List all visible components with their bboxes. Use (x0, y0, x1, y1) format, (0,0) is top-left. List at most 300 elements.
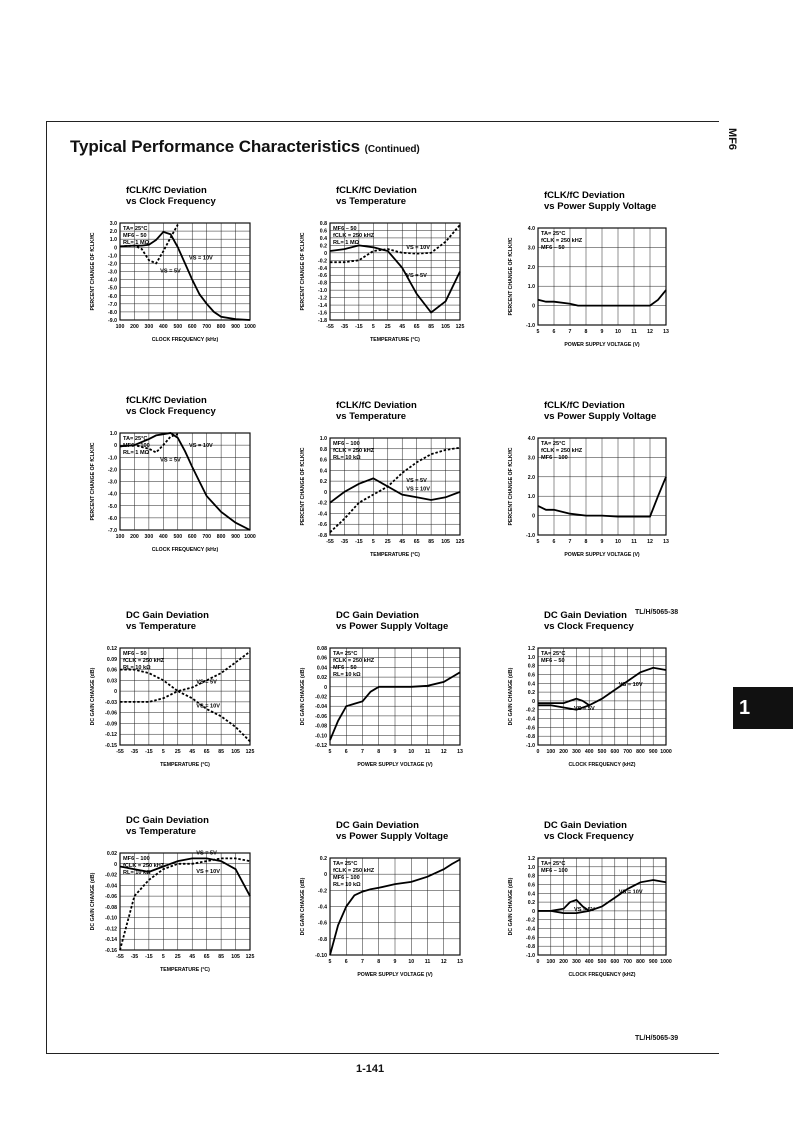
x-tick-label: 105 (441, 324, 450, 330)
x-tick-label: -55 (116, 749, 124, 755)
x-tick-label: -35 (130, 954, 139, 960)
series-label: VS = 5V (406, 478, 427, 485)
x-tick-label: 200 (559, 959, 568, 965)
chart-note: MF6 – 100 (333, 875, 360, 881)
chart-note: RL= 1 MΩ (333, 240, 360, 246)
x-tick-label: 500 (173, 534, 183, 540)
x-tick-label: 13 (663, 539, 669, 545)
chart-title-line: vs Power Supply Voltage (544, 201, 657, 212)
y-tick-label: 0.09 (106, 656, 117, 663)
x-tick-label: 9 (393, 749, 397, 755)
x-tick-label: 0 (536, 749, 540, 755)
y-tick-label: -0.06 (105, 710, 117, 717)
y-tick-label: -0.4 (318, 904, 327, 911)
y-tick-label: -0.8 (526, 944, 535, 951)
y-tick-label: 0.8 (319, 446, 327, 453)
x-tick-label: 900 (231, 324, 240, 330)
chart-note: MF6 – 50 (123, 233, 147, 239)
y-tick-label: 0.6 (319, 457, 327, 464)
y-tick-label: 0.4 (319, 468, 327, 475)
y-tick-label: -0.6 (526, 725, 535, 732)
x-tick-label: 7 (568, 539, 572, 545)
chart-note: RL= 10 kΩ (333, 882, 361, 888)
chart-svg (503, 610, 691, 795)
chart-note: fCLK = 250 kHZ (333, 658, 375, 664)
x-tick-label: 1000 (660, 749, 672, 755)
y-tick-label: -6.0 (108, 293, 117, 300)
y-tick-label: -0.6 (318, 522, 327, 529)
x-tick-label: 25 (384, 539, 391, 545)
y-tick-label: -0.08 (315, 723, 327, 730)
y-tick-label: 1.0 (109, 431, 117, 437)
y-tick-label: -0.12 (315, 743, 327, 749)
x-tick-label: 5 (371, 324, 375, 330)
y-tick-label: 0.8 (527, 663, 535, 670)
y-tick-label: 3.0 (527, 455, 535, 462)
y-tick-label: -1.0 (526, 323, 535, 329)
y-axis-label: DC GAIN CHANGE (dB) (90, 667, 96, 726)
x-tick-label: 200 (559, 749, 568, 755)
x-tick-label: 25 (174, 749, 181, 755)
x-tick-label: 65 (413, 324, 420, 330)
y-tick-label: 0 (324, 872, 327, 879)
chart-title-line: DC Gain Deviation (126, 815, 209, 826)
y-tick-label: 1.2 (527, 856, 535, 862)
y-tick-label: -0.02 (105, 872, 117, 879)
chart-title-line: vs Temperature (126, 621, 197, 632)
y-axis-label: PERCENT CHANGE OF fCLK/fC (300, 447, 306, 526)
chart-title-line: fCLK/fC Deviation (126, 395, 207, 406)
y-tick-label: -1.0 (318, 288, 327, 295)
x-axis-label: CLOCK FREQUENCY (kHZ) (568, 972, 636, 978)
series-label: VS = 5V (574, 907, 595, 914)
chart-svg (503, 190, 691, 375)
y-tick-label: 0.06 (106, 667, 117, 674)
y-tick-label: 2.0 (109, 229, 117, 236)
x-tick-label: 45 (399, 324, 406, 330)
x-axis-label: TEMPERATURE (°C) (370, 552, 420, 558)
chart-note: RL= 1 MΩ (123, 450, 150, 456)
x-tick-label: -55 (326, 539, 334, 545)
chart-svg (503, 400, 691, 585)
chart-note: TA= 25°C (123, 226, 148, 232)
y-tick-label: 0.04 (316, 665, 327, 672)
y-tick-label: -0.6 (526, 935, 535, 942)
chart-note: TA= 25°C (541, 651, 566, 657)
series-label: VS = 10V (406, 244, 431, 251)
chart-title-line: vs Temperature (336, 411, 407, 422)
chart-note: RL= 10 kΩ (123, 665, 151, 671)
y-axis-label: PERCENT CHANGE OF fCLK/fC (508, 447, 514, 526)
x-tick-label: 9 (600, 329, 604, 335)
series-label: VS = 10V (189, 255, 213, 262)
chart-title-line: fCLK/fC Deviation (336, 185, 417, 196)
x-tick-label: 45 (189, 954, 196, 960)
y-tick-label: 2.0 (527, 264, 535, 271)
y-tick-label: 0.4 (527, 891, 535, 898)
chart-note: fCLK = 250 kHZ (541, 448, 583, 454)
y-tick-label: -7.0 (108, 301, 117, 308)
x-tick-label: 6 (344, 959, 348, 965)
x-tick-label: 65 (203, 954, 210, 960)
x-tick-label: 700 (202, 534, 211, 540)
y-tick-label: -0.08 (105, 904, 117, 911)
y-axis-label: DC GAIN CHANGE (dB) (300, 877, 306, 936)
y-tick-label: -1.8 (318, 318, 327, 324)
y-tick-label: 0.8 (527, 873, 535, 880)
y-tick-label: 0 (532, 908, 535, 915)
series-label: VS = 5V (160, 457, 181, 464)
y-tick-label: -1.0 (108, 253, 117, 260)
chart-svg (85, 610, 275, 795)
chart-12 (503, 820, 691, 1005)
y-tick-label: -0.4 (318, 265, 327, 272)
y-tick-label: -4.0 (108, 277, 117, 284)
page-title (70, 137, 420, 157)
y-tick-label: 2.0 (527, 474, 535, 481)
x-tick-label: 6 (552, 329, 556, 335)
page-title-suffix: (Continued) (364, 144, 420, 155)
x-tick-label: 10 (615, 539, 621, 545)
y-tick-label: 4.0 (527, 226, 535, 232)
y-tick-label: -0.2 (318, 888, 327, 895)
x-tick-label: 12 (440, 749, 447, 755)
y-tick-label: 0.03 (106, 678, 117, 685)
y-tick-label: -5.0 (108, 285, 117, 292)
x-tick-label: 300 (144, 324, 154, 330)
x-axis-label: POWER SUPPLY VOLTAGE (V) (357, 972, 433, 978)
x-tick-label: 0 (536, 959, 540, 965)
x-tick-label: 800 (636, 749, 645, 755)
y-tick-label: -0.06 (315, 713, 327, 720)
y-tick-label: -0.16 (105, 948, 117, 954)
x-tick-label: 500 (597, 959, 607, 965)
y-tick-label: 1.0 (319, 436, 327, 442)
x-tick-label: 100 (115, 534, 125, 540)
chart-10 (85, 815, 275, 1000)
y-tick-label: -0.8 (318, 280, 327, 287)
chart-title-line: fCLK/fC Deviation (336, 400, 417, 411)
chart-note: fCLK = 250 kHZ (123, 863, 165, 869)
y-tick-label: -9.0 (108, 318, 117, 324)
y-tick-label: -2.0 (108, 467, 117, 474)
chart-svg (295, 820, 485, 1005)
x-tick-label: 11 (424, 959, 431, 965)
chart-2 (295, 185, 485, 370)
chart-note: RL= 10 kΩ (333, 455, 361, 461)
chart-note: RL= 10 kΩ (123, 870, 151, 876)
y-tick-label: 0.6 (319, 228, 327, 235)
y-tick-label: -2.0 (108, 261, 117, 268)
y-tick-label: -0.4 (526, 926, 535, 933)
chart-note: fCLK = 250 kHZ (333, 233, 375, 239)
chart-note: MF6 – 100 (541, 868, 568, 874)
chart-title-line: vs Power Supply Voltage (336, 621, 449, 632)
y-tick-label: -0.09 (105, 721, 117, 728)
x-tick-label: 7 (361, 959, 364, 965)
page-number: 1-141 (356, 1063, 385, 1075)
y-tick-label: 0 (114, 245, 117, 252)
chart-note: fCLK = 250 kHZ (333, 868, 375, 874)
x-tick-label: -55 (326, 324, 334, 330)
y-tick-label: -0.2 (318, 258, 327, 265)
x-tick-label: 65 (413, 539, 420, 545)
chart-note: MF6 – 100 (333, 441, 360, 447)
chart-1 (85, 185, 275, 370)
x-tick-label: 10 (408, 959, 415, 965)
chart-title-line: vs Power Supply Voltage (336, 831, 449, 842)
chart-title-line: vs Temperature (126, 826, 197, 837)
y-tick-label: -3.0 (108, 479, 117, 486)
y-tick-label: -0.10 (315, 953, 327, 959)
x-tick-label: 800 (216, 324, 226, 330)
x-tick-label: 300 (572, 749, 581, 755)
chart-note: TA= 25°C (541, 231, 566, 237)
x-tick-label: 13 (663, 329, 669, 335)
chart-title-line: fCLK/fC Deviation (544, 400, 625, 411)
y-tick-label: -0.2 (318, 500, 327, 507)
x-tick-label: 11 (424, 749, 431, 755)
y-tick-label: 1.0 (527, 864, 535, 871)
y-tick-label: 1.0 (527, 654, 535, 661)
x-tick-label: 200 (130, 534, 139, 540)
x-tick-label: -35 (340, 539, 349, 545)
chart-5 (295, 400, 485, 585)
x-axis-label: POWER SUPPLY VOLTAGE (V) (564, 342, 640, 348)
y-tick-label: -0.4 (526, 716, 535, 723)
x-tick-label: 25 (174, 954, 181, 960)
x-tick-label: 12 (647, 539, 653, 545)
x-tick-label: 700 (623, 749, 632, 755)
y-tick-label: 0.6 (527, 882, 535, 889)
x-tick-label: 5 (536, 539, 540, 545)
chart-title-line: fCLK/fC Deviation (126, 185, 207, 196)
chart-11 (295, 820, 485, 1005)
x-tick-label: 9 (600, 539, 604, 545)
x-tick-label: 800 (636, 959, 645, 965)
x-axis-label: CLOCK FREQUENCY (kHZ) (568, 762, 636, 768)
chart-title-line: DC Gain Deviation (544, 610, 627, 621)
chart-title-line: fCLK/fC Deviation (544, 190, 625, 201)
chart-note: MF6 – 100 (123, 443, 150, 449)
y-tick-label: 0.06 (316, 655, 327, 662)
y-tick-label: -0.10 (315, 733, 327, 740)
y-axis-label: PERCENT CHANGE OF fCLK/fC (90, 232, 96, 311)
x-tick-label: 1000 (660, 959, 672, 965)
y-tick-label: 0.2 (319, 856, 327, 862)
chart-title-line: DC Gain Deviation (336, 820, 419, 831)
y-axis-label: DC GAIN CHANGE (dB) (508, 667, 514, 726)
y-tick-label: 0.08 (316, 646, 327, 652)
y-tick-label: 1.0 (527, 494, 535, 501)
x-tick-label: 300 (144, 534, 154, 540)
chart-note: TA= 25°C (541, 441, 566, 447)
figure-ref-1: TL/H/5065-38 (635, 609, 679, 616)
chart-note: MF6 – 50 (541, 245, 565, 251)
x-tick-label: 7 (361, 749, 364, 755)
y-tick-label: -7.0 (108, 528, 117, 534)
x-tick-label: 600 (610, 959, 620, 965)
x-axis-label: POWER SUPPLY VOLTAGE (V) (564, 552, 640, 558)
y-tick-label: 3.0 (109, 221, 117, 227)
x-tick-label: 85 (218, 749, 225, 755)
y-axis-label: DC GAIN CHANGE (dB) (300, 667, 306, 726)
chart-svg (85, 815, 275, 1000)
x-tick-label: 1000 (244, 324, 256, 330)
x-axis-label: CLOCK FREQUENCY (kHz) (151, 547, 219, 553)
figure-ref-2: TL/H/5065-39 (635, 1035, 679, 1042)
series-label: VS = 10V (189, 443, 213, 450)
y-tick-label: 0.02 (316, 675, 327, 682)
x-tick-label: 400 (159, 534, 168, 540)
y-tick-label: 0 (114, 861, 117, 868)
chart-3 (503, 190, 691, 375)
y-tick-label: 0.02 (106, 851, 117, 857)
x-tick-label: 125 (245, 749, 255, 755)
y-tick-label: -3.0 (108, 269, 117, 276)
x-tick-label: 800 (216, 534, 226, 540)
y-tick-label: -0.6 (318, 273, 327, 280)
x-tick-label: 7 (568, 329, 572, 335)
x-tick-label: 500 (597, 749, 607, 755)
side-label: MF6 (726, 128, 738, 150)
y-tick-label: -1.0 (526, 953, 535, 959)
y-tick-label: -5.0 (108, 503, 117, 510)
x-tick-label: -35 (130, 749, 139, 755)
x-tick-label: 11 (631, 539, 637, 545)
chart-note: RL= 1 MΩ (123, 240, 150, 246)
chart-svg (85, 185, 275, 370)
y-tick-label: -1.2 (318, 295, 327, 302)
y-tick-label: -0.06 (105, 894, 117, 901)
chart-note: MF6 – 50 (333, 226, 357, 232)
x-tick-label: 5 (328, 959, 332, 965)
x-tick-label: 12 (440, 959, 447, 965)
x-tick-label: 1000 (244, 534, 256, 540)
x-tick-label: 125 (455, 324, 465, 330)
x-tick-label: 125 (455, 539, 465, 545)
y-tick-label: 1.0 (527, 284, 535, 291)
x-tick-label: 10 (408, 749, 415, 755)
x-tick-label: 600 (187, 324, 197, 330)
x-tick-label: 6 (344, 749, 348, 755)
chart-note: fCLK = 250 kHZ (541, 238, 583, 244)
x-tick-label: 85 (428, 324, 435, 330)
y-tick-label: 0 (114, 689, 117, 696)
x-tick-label: 45 (189, 749, 196, 755)
series-line (330, 245, 460, 312)
x-axis-label: TEMPERATURE (°C) (370, 337, 420, 343)
y-tick-label: 0.6 (527, 672, 535, 679)
page-title-text: Typical Performance Characteristics (70, 137, 361, 156)
x-tick-label: -55 (116, 954, 124, 960)
x-tick-label: 5 (161, 954, 165, 960)
x-tick-label: 400 (584, 959, 594, 965)
chart-note: MF6 – 100 (541, 455, 568, 461)
y-tick-label: -8.0 (108, 309, 117, 316)
y-tick-label: -0.15 (105, 743, 117, 749)
y-tick-label: 0.8 (319, 221, 327, 227)
x-tick-label: 13 (457, 749, 463, 755)
x-tick-label: -15 (145, 749, 153, 755)
series-line (120, 691, 250, 741)
y-tick-label: 3.0 (527, 245, 535, 252)
chart-title-line: DC Gain Deviation (336, 610, 419, 621)
x-tick-label: -15 (355, 539, 363, 545)
chart-title-line: vs Clock Frequency (126, 196, 216, 207)
y-axis-label: DC GAIN CHANGE (dB) (90, 872, 96, 931)
series-label: VS = 5V (196, 850, 217, 857)
y-tick-label: -4.0 (108, 491, 117, 498)
y-axis-label: PERCENT CHANGE OF fCLK/fC (508, 237, 514, 316)
y-tick-label: -1.6 (318, 310, 327, 317)
y-tick-label: -6.0 (108, 515, 117, 522)
y-tick-label: 0.2 (527, 900, 535, 907)
chart-note: MF6 – 50 (541, 658, 565, 664)
x-tick-label: 105 (231, 749, 240, 755)
y-tick-label: 0 (532, 513, 535, 520)
chart-note: TA= 25°C (333, 651, 358, 657)
chart-note: RL= 10 kΩ (333, 672, 361, 678)
chart-note: TA= 25°C (123, 436, 148, 442)
chart-svg (295, 610, 485, 795)
x-tick-label: 700 (623, 959, 632, 965)
x-axis-label: POWER SUPPLY VOLTAGE (V) (357, 762, 433, 768)
y-axis-label: PERCENT CHANGE OF fCLK/fC (300, 232, 306, 311)
x-tick-label: 700 (202, 324, 211, 330)
y-tick-label: 0 (324, 250, 327, 257)
y-tick-label: 0.2 (527, 690, 535, 697)
x-tick-label: 900 (648, 749, 658, 755)
x-tick-label: -35 (340, 324, 349, 330)
x-axis-label: TEMPERATURE (°C) (160, 762, 210, 768)
x-tick-label: 9 (393, 959, 397, 965)
chart-note: TA= 25°C (333, 861, 358, 867)
series-label: VS = 10V (618, 681, 643, 688)
series-line (120, 232, 250, 320)
x-tick-label: 12 (647, 329, 653, 335)
series-label: VS = 5V (196, 679, 217, 686)
chart-note: fCLK = 250 kHZ (123, 658, 165, 664)
y-tick-label: 0 (532, 698, 535, 705)
x-tick-label: -15 (355, 324, 363, 330)
y-tick-label: 1.0 (109, 237, 117, 244)
y-tick-label: -0.8 (318, 533, 327, 539)
y-tick-label: 0.2 (319, 479, 327, 486)
x-tick-label: 85 (428, 539, 435, 545)
x-tick-label: 10 (615, 329, 621, 335)
y-tick-label: -0.02 (315, 694, 327, 701)
chart-6 (503, 400, 691, 585)
x-tick-label: 6 (552, 539, 556, 545)
x-tick-label: 5 (161, 749, 165, 755)
series-label: VS = 10V (196, 868, 221, 875)
series-label: VS = 10V (618, 889, 643, 896)
chart-svg (85, 395, 275, 580)
chart-title-line: DC Gain Deviation (126, 610, 209, 621)
y-tick-label: 1.2 (527, 646, 535, 652)
y-tick-label: -0.8 (526, 734, 535, 741)
y-tick-label: 0 (114, 443, 117, 450)
series-label: VS = 5V (406, 272, 427, 279)
series-label: VS = 10V (196, 703, 221, 710)
x-tick-label: 11 (631, 329, 637, 335)
chart-svg (295, 400, 485, 585)
y-tick-label: -1.0 (526, 533, 535, 539)
x-tick-label: 13 (457, 959, 463, 965)
chart-7 (85, 610, 275, 795)
x-tick-label: 400 (584, 749, 594, 755)
